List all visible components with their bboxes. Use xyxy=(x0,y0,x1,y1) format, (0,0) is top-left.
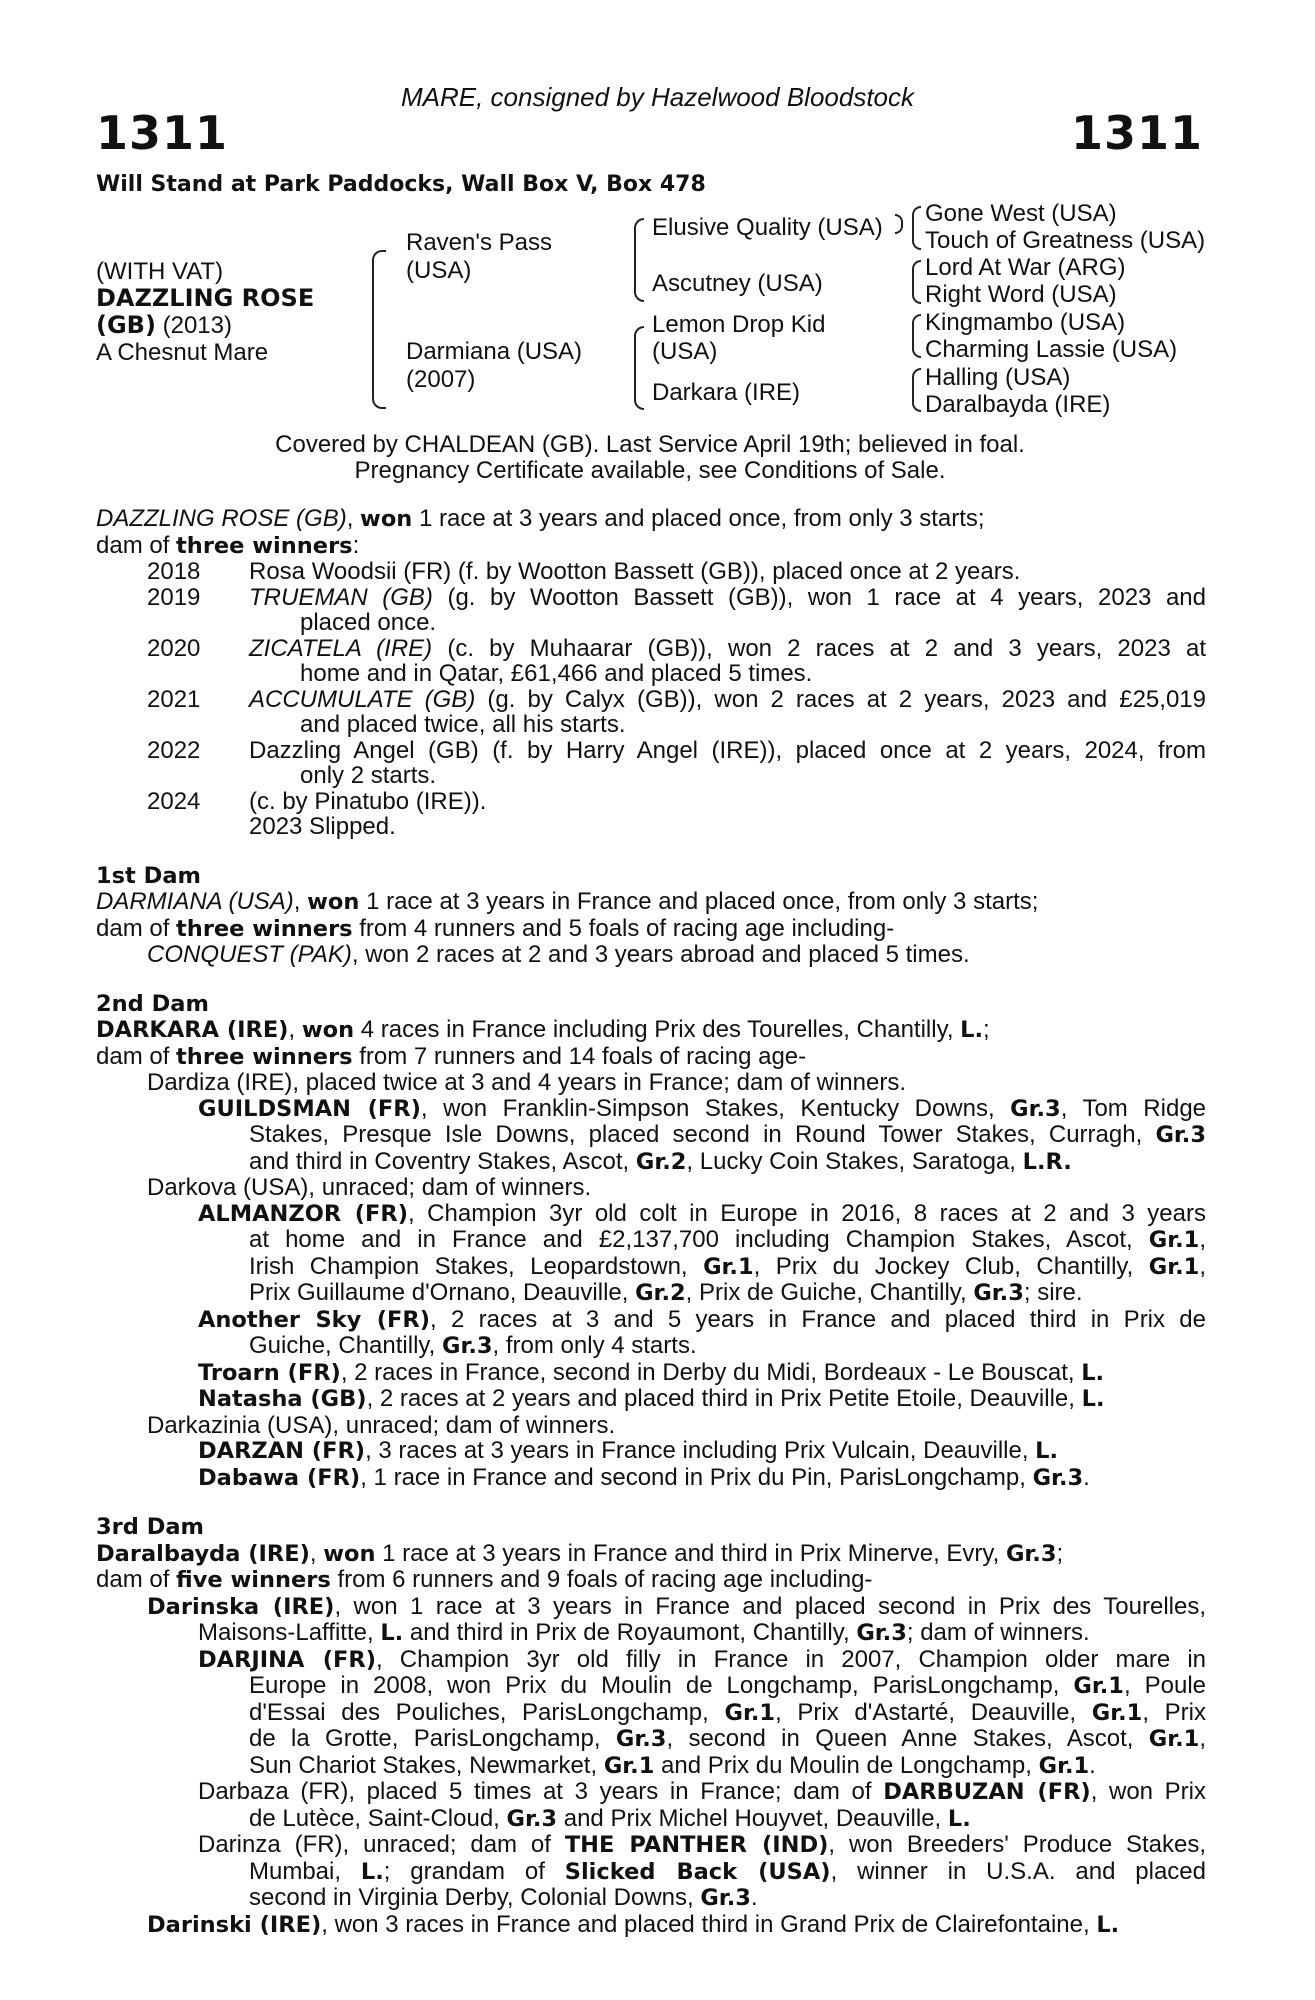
text: and third in Prix de Royaumont, Chantilly, xyxy=(403,1619,857,1646)
darbaza-entry xyxy=(96,1779,1206,1832)
text: , Prix xyxy=(1142,1698,1206,1726)
produce-row xyxy=(96,585,1206,636)
dabawa-name: Dabawa (FR) xyxy=(198,1464,361,1491)
conquest-line xyxy=(96,942,1206,968)
dds: Halling (USA) xyxy=(925,364,1071,391)
dam-sire-line-2: (USA) xyxy=(652,338,718,365)
produce-name: Rosa Woodsii (FR) xyxy=(249,558,452,585)
listed-badge: L. xyxy=(360,1858,384,1885)
won-word: won xyxy=(323,1540,376,1567)
grade-badge: Gr.3 xyxy=(615,1726,667,1752)
third-dam-heading: 3rd Dam xyxy=(96,1514,204,1540)
text: , 2 races at 3 and 5 years in France and placed third in Prix de xyxy=(430,1305,1206,1333)
sire-dam: Ascutney (USA) xyxy=(652,270,823,297)
produce-year: 2022 xyxy=(147,736,201,764)
grade-badge: Gr.1 xyxy=(603,1752,655,1779)
text: , won Franklin-Simpson Stakes, Kentucky Downs, xyxy=(420,1094,1011,1122)
pedigree-brace-main xyxy=(372,250,386,409)
text: , won 3 races in France and placed third in Grand Prix de Clairefontaine, xyxy=(321,1910,1097,1938)
produce-name: Dazzling Angel (GB) xyxy=(249,736,479,764)
text: and third in Coventry Stakes, Ascot, xyxy=(249,1147,636,1175)
grade-badge: Gr.3 xyxy=(1032,1464,1084,1491)
darkazinia-line: Darkazinia (USA), unraced; dam of winners. xyxy=(147,1411,616,1439)
text: de Lutèce, Saint-Cloud, xyxy=(249,1804,507,1832)
produce-year: 2021 xyxy=(147,685,201,713)
first-dam-rest: 1 race at 3 years in France and placed once, from only 3 starts; xyxy=(359,888,1039,915)
text: , Poule xyxy=(1123,1672,1207,1699)
grade-badge: Gr.2 xyxy=(635,1148,687,1175)
text: , Champion 3yr old colt in Europe in 2016, 8 races at 2 and 3 years xyxy=(408,1199,1206,1227)
colon: : xyxy=(352,531,360,559)
grade-badge: Gr.3 xyxy=(1155,1122,1206,1148)
text: , second in Queen Anne Stakes, Ascot, xyxy=(666,1725,1149,1752)
grade-badge: Gr.3 xyxy=(1005,1540,1057,1567)
horse-name-text: DAZZLING ROSE xyxy=(96,284,315,312)
text: Darinza (FR), unraced; dam of xyxy=(198,1831,565,1858)
text: de la Grotte, ParisLongchamp, xyxy=(249,1725,616,1752)
text: 4 races in France including Prix des Tourelles, Chantilly, xyxy=(354,1016,961,1043)
text: , 2 races at 2 years and placed third in Prix Petite Etoile, Deauville, xyxy=(366,1385,1082,1412)
grade-badge: Gr.1 xyxy=(1148,1726,1200,1752)
text: , 2 races in France, second in Derby du Midi, Bordeaux - Le Bouscat, xyxy=(340,1358,1082,1386)
produce-row xyxy=(96,687,1206,738)
text: , Champion 3yr old filly in France in 2007, Champion older mare in xyxy=(375,1645,1207,1673)
produce-row xyxy=(96,636,1206,687)
pedigree-brace-g3-3 xyxy=(912,314,921,358)
darjina-entry xyxy=(96,1647,1206,1780)
produce-tail: from 4 runners and 5 foals of racing age including- xyxy=(352,914,895,942)
text: . xyxy=(750,1884,758,1911)
listed-badge: L. xyxy=(960,1017,984,1043)
text: 1 race at 3 years in France and third in Prix Minerve, Evry, xyxy=(375,1539,1006,1567)
produce-name: ACCUMULATE (GB) xyxy=(249,685,476,713)
text: ; xyxy=(1056,1539,1064,1567)
dam-of: dam of xyxy=(96,914,177,942)
won-word: won xyxy=(360,506,413,532)
text: , won Breeders' Produce Stakes, xyxy=(828,1831,1206,1858)
text: , 1 race in France and second in Prix du Pin, ParisLongchamp, xyxy=(360,1463,1033,1491)
vat-note: (WITH VAT) xyxy=(96,258,224,285)
horse-description: A Chesnut Mare xyxy=(96,339,269,366)
dabawa-entry xyxy=(96,1465,1206,1492)
natasha-name: Natasha (GB) xyxy=(198,1386,367,1412)
text: and Prix Michel Houyvet, Deauville, xyxy=(557,1804,948,1832)
produce-row xyxy=(96,789,1206,815)
pedigree-brace-dam xyxy=(634,326,644,410)
sds: Lord At War (ARG) xyxy=(925,254,1126,281)
dam-sire-line-1: Lemon Drop Kid xyxy=(652,311,826,338)
darkova-line: Darkova (USA), unraced; dam of winners. xyxy=(147,1174,592,1201)
pedigree-brace-g3-2 xyxy=(912,260,921,304)
produce-text: (c. by Muhaarar (GB)), won 2 races at 2 and 3 years, 2023 at xyxy=(432,634,1206,662)
third-dam-name: Daralbayda (IRE) xyxy=(96,1540,310,1567)
grade-badge: Gr.3 xyxy=(856,1620,907,1646)
text: , xyxy=(1199,1226,1206,1253)
almanzor-entry xyxy=(96,1201,1206,1307)
grade-badge: Gr.3 xyxy=(700,1885,751,1911)
grade-badge: Gr.1 xyxy=(724,1699,776,1726)
sdd: Right Word (USA) xyxy=(925,281,1117,308)
dam-of: dam of xyxy=(96,1566,177,1593)
conquest-name: CONQUEST (PAK) xyxy=(147,941,352,968)
produce-tail: from 6 runners and 9 foals of racing age including- xyxy=(330,1566,873,1593)
text: , Tom Ridge xyxy=(1060,1094,1207,1122)
darinski-entry xyxy=(96,1912,1206,1939)
guildsman-name: GUILDSMAN (FR) xyxy=(198,1095,421,1122)
pedigree-brace-sire xyxy=(634,218,644,302)
text: , Prix de Guiche, Chantilly, xyxy=(685,1279,974,1306)
text: , won Prix xyxy=(1090,1778,1206,1805)
text: , winner in U.S.A. and placed xyxy=(830,1857,1206,1885)
grade-badge: Gr.1 xyxy=(1091,1699,1143,1726)
first-dam-produce xyxy=(96,916,1206,943)
text: Maisons-Laffitte, xyxy=(198,1619,381,1646)
covered-line-1: Covered by CHALDEAN (GB). Last Service April 19th; believed in foal. xyxy=(275,431,1025,458)
produce-name: ZICATELA (IRE) xyxy=(249,634,433,662)
the-panther-name: THE PANTHER (IND) xyxy=(564,1832,829,1858)
text: , xyxy=(1199,1725,1206,1752)
text: Europe in 2008, won Prix du Moulin de Longchamp, ParisLongchamp, xyxy=(249,1672,1074,1699)
darbuzan-name: DARBUZAN (FR) xyxy=(883,1779,1091,1805)
grade-badge: Gr.2 xyxy=(635,1280,686,1306)
darinski-name: Darinski (IRE) xyxy=(147,1911,322,1938)
conquest-rest: , won 2 races at 2 and 3 years abroad and placed 5 times. xyxy=(351,941,970,968)
dardiza-line: Dardiza (IRE), placed twice at 3 and 4 years in France; dam of winners. xyxy=(147,1069,906,1096)
text: and Prix du Moulin de Longchamp, xyxy=(654,1751,1039,1779)
text: d'Essai des Pouliches, ParisLongchamp, xyxy=(249,1698,725,1726)
text: Stakes, Presque Isle Downs, placed second in Round Tower Stakes, Curragh, xyxy=(249,1121,1156,1148)
sss: Gone West (USA) xyxy=(925,200,1117,227)
horse-name xyxy=(96,285,314,312)
sire-sire: Elusive Quality (USA) xyxy=(652,214,883,241)
produce-row xyxy=(96,559,1206,585)
horse-origin-year xyxy=(96,312,232,339)
dam-line-2: (2007) xyxy=(406,366,476,393)
text: Irish Champion Stakes, Leopardstown, xyxy=(249,1252,704,1280)
produce-tail: from 7 runners and 14 foals of racing age- xyxy=(352,1042,807,1070)
catalogue-body xyxy=(96,506,1206,1938)
pedigree-brace-g3-4 xyxy=(912,368,921,412)
dss: Kingmambo (USA) xyxy=(925,309,1126,336)
text: . xyxy=(1083,1463,1090,1491)
text: . xyxy=(1089,1751,1096,1779)
darjina-name: DARJINA (FR) xyxy=(198,1646,376,1673)
produce-intro: DAZZLING ROSE (GB), won 1 race at 3 years and placed once, from only 3 starts; xyxy=(96,505,985,532)
listed-badge: L. xyxy=(380,1620,404,1646)
dam-line-1: Darmiana (USA) xyxy=(406,338,583,365)
mare-name: DAZZLING ROSE (GB) xyxy=(96,505,347,532)
produce-dam-of xyxy=(96,533,1206,560)
produce-text: (f. by Harry Angel (IRE)), placed once at 2 years, 2024, from xyxy=(478,736,1207,764)
lot-number-left: 1311 xyxy=(96,106,229,160)
almanzor-name: ALMANZOR (FR) xyxy=(198,1200,409,1227)
text: , Lucky Coin Stakes, Saratoga, xyxy=(686,1147,1023,1175)
second-dam-name: DARKARA (IRE) xyxy=(96,1017,289,1043)
produce-name: TRUEMAN (GB) xyxy=(249,583,433,611)
horse-origin: (GB) xyxy=(96,311,156,339)
grade-badge: Gr.3 xyxy=(506,1805,558,1832)
produce-cont: home and in Qatar, £61,466 and placed 5 times. xyxy=(300,660,813,687)
text: Sun Chariot Stakes, Newmarket, xyxy=(249,1751,604,1779)
dam-of: dam of xyxy=(96,1042,177,1070)
produce-slipped: 2023 Slipped. xyxy=(249,813,396,840)
first-dam-name: DARMIANA (USA) xyxy=(96,888,294,915)
text: , xyxy=(1199,1252,1206,1280)
produce-text: (c. by Pinatubo (IRE)). xyxy=(249,787,487,815)
grade-badge: Gr.1 xyxy=(1038,1752,1090,1779)
grade-badge: Gr.1 xyxy=(703,1253,754,1280)
won-word: won xyxy=(307,889,360,915)
produce-text: (g. by Wootton Bassett (GB)), won 1 race at 4 years, 2023 and xyxy=(432,583,1206,611)
text: ; grandam of xyxy=(383,1857,565,1885)
dam-dam: Darkara (IRE) xyxy=(652,379,801,406)
winners-count: three winners xyxy=(176,532,353,559)
third-dam-line: Daralbayda (IRE), won 1 race at 3 years in France and third in Prix Minerve, Evry, Gr.3; xyxy=(96,1539,1064,1567)
darzan-entry xyxy=(96,1438,1206,1465)
text: ; dam of winners. xyxy=(906,1619,1090,1646)
text: , 3 races at 3 years in France including Prix Vulcain, Deauville, xyxy=(365,1437,1036,1464)
text: Guiche, Chantilly, xyxy=(249,1332,442,1359)
produce-year: 2024 xyxy=(147,787,201,815)
darinza-entry xyxy=(96,1832,1206,1912)
text: , won 1 race at 3 years in France and placed second in Prix des Tourelles, xyxy=(334,1592,1206,1620)
dam-of: dam of xyxy=(96,531,177,559)
text: Mumbai, xyxy=(249,1857,361,1885)
won-word: won xyxy=(301,1017,355,1043)
grade-badge: Gr.1 xyxy=(1148,1253,1200,1280)
stand-location: Will Stand at Park Paddocks, Wall Box V, Box 478 xyxy=(96,172,706,197)
sire-line-1: Raven's Pass xyxy=(406,229,552,256)
sire-line-2: (USA) xyxy=(406,257,472,284)
pedigree-brace-g3-1-r xyxy=(895,214,903,234)
another-sky-name: Another Sky (FR) xyxy=(198,1306,431,1333)
produce-text: (f. by Wootton Bassett (GB)), placed once at 2 years. xyxy=(451,558,1021,585)
produce-cont: only 2 starts. xyxy=(300,762,437,789)
second-dam-line: DARKARA (IRE), won 4 races in France including Prix des Tourelles, Chantilly, L.; xyxy=(96,1016,990,1043)
text: Darbaza (FR), placed 5 times at 3 years in France; dam of xyxy=(198,1778,884,1805)
ssd: Touch of Greatness (USA) xyxy=(925,227,1206,254)
text: at home and in France and £2,137,700 including Champion Stakes, Ascot, xyxy=(249,1226,1149,1253)
text: second in Virginia Derby, Colonial Downs, xyxy=(249,1884,701,1911)
grade-badge: Gr.1 xyxy=(1073,1673,1124,1699)
grade-badge: Gr.3 xyxy=(973,1280,1024,1306)
produce-text: (g. by Calyx (GB)), won 2 races at 2 years, 2023 and £25,019 xyxy=(475,685,1206,713)
second-dam-heading: 2nd Dam xyxy=(96,990,209,1017)
troarn-name: Troarn (FR) xyxy=(198,1359,341,1386)
listed-badge: L. xyxy=(1081,1386,1105,1412)
winners-count: five winners xyxy=(176,1567,331,1593)
winners-count: three winners xyxy=(176,1043,353,1070)
covered-line-2: Pregnancy Certificate available, see Conditions of Sale. xyxy=(354,457,946,484)
third-dam-produce xyxy=(96,1567,1206,1594)
text: , from only 4 starts. xyxy=(492,1332,697,1359)
listed-badge: L. xyxy=(1096,1911,1120,1938)
darinska-entry xyxy=(96,1594,1206,1647)
listed-badge: L. xyxy=(947,1805,971,1832)
listed-badge: L.R. xyxy=(1022,1148,1072,1175)
covering-note xyxy=(0,432,1300,484)
lot-number-right: 1311 xyxy=(1070,106,1203,160)
intro-rest: 1 race at 3 years and placed once, from only 3 starts; xyxy=(412,505,985,532)
darinska-name: Darinska (IRE) xyxy=(147,1593,335,1620)
produce-year: 2018 xyxy=(147,558,201,585)
grade-badge: Gr.3 xyxy=(1010,1095,1061,1122)
horse-year: (2013) xyxy=(155,312,232,339)
listed-badge: L. xyxy=(1081,1359,1105,1386)
slicked-back-name: Slicked Back (USA) xyxy=(564,1858,831,1885)
grade-badge: Gr.3 xyxy=(441,1333,493,1359)
text: Prix Guillaume d'Ornano, Deauville, xyxy=(249,1279,636,1306)
produce-cont: placed once. xyxy=(300,609,437,636)
text: , Prix d'Astarté, Deauville, xyxy=(775,1698,1092,1726)
listed-badge: L. xyxy=(1035,1438,1059,1464)
natasha-entry xyxy=(96,1386,1206,1413)
produce-year: 2020 xyxy=(147,634,201,662)
text: , Prix du Jockey Club, Chantilly, xyxy=(753,1252,1149,1280)
guildsman-entry xyxy=(96,1096,1206,1176)
troarn-entry xyxy=(96,1360,1206,1387)
text: ; xyxy=(983,1016,990,1043)
consignor-subtitle: MARE, consigned by Hazelwood Bloodstock xyxy=(400,82,915,112)
text: ; sire. xyxy=(1023,1279,1083,1306)
first-dam-line: DARMIANA (USA), won 1 race at 3 years in France and placed once, from only 3 starts; xyxy=(96,888,1039,915)
ddd: Daralbayda (IRE) xyxy=(925,391,1111,418)
another-sky-entry xyxy=(96,1307,1206,1360)
first-dam-heading: 1st Dam xyxy=(96,862,201,889)
second-dam-produce xyxy=(96,1044,1206,1071)
darzan-name: DARZAN (FR) xyxy=(198,1438,366,1464)
dsd: Charming Lassie (USA) xyxy=(925,336,1178,363)
pedigree-brace-g3-1 xyxy=(912,206,921,250)
grade-badge: Gr.1 xyxy=(1148,1227,1200,1253)
produce-row xyxy=(96,738,1206,789)
produce-cont: and placed twice, all his starts. xyxy=(300,711,626,738)
produce-year: 2019 xyxy=(147,583,201,611)
winners-count: three winners xyxy=(176,915,353,942)
